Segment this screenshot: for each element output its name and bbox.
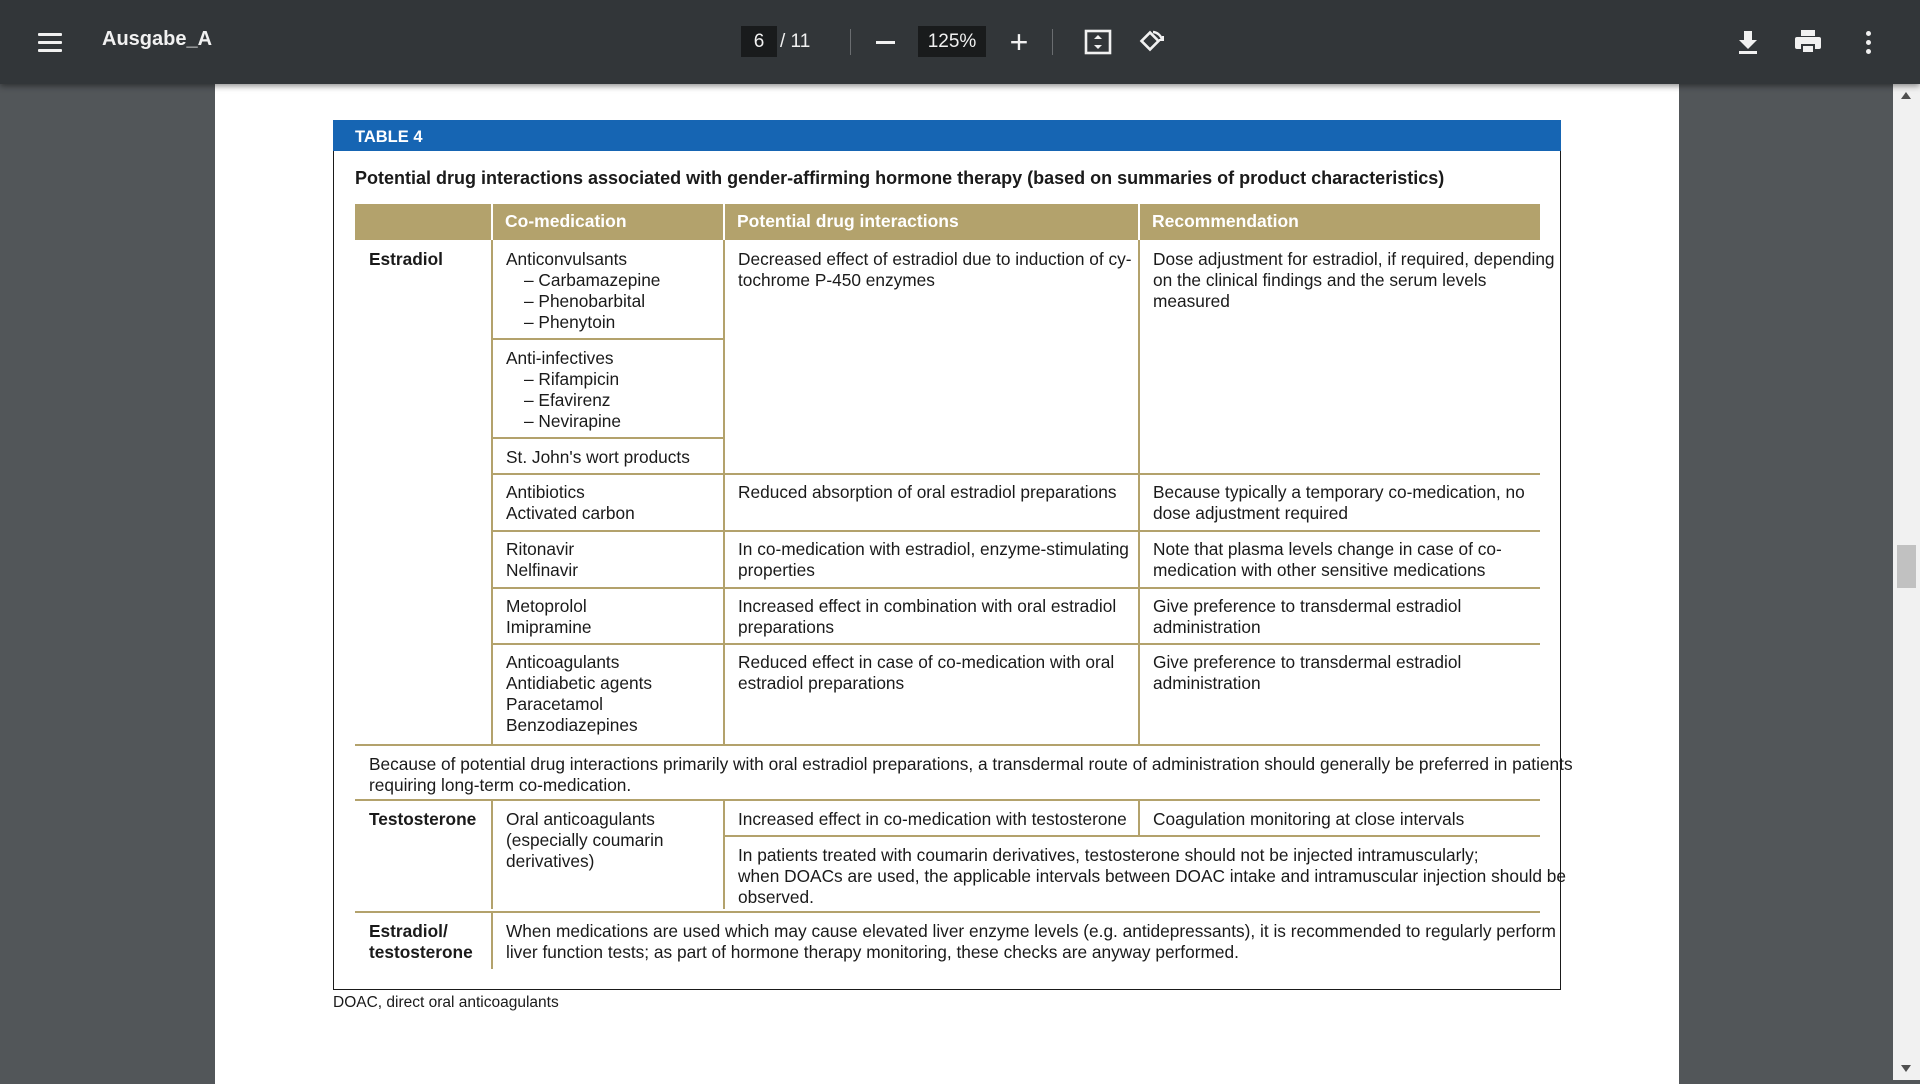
interaction-cell: Reduced absorption of oral estradiol preparations [738,482,1117,502]
recommendation-cell: Coagulation monitoring at close intervals [1153,809,1465,829]
cell-line: administration [1153,673,1261,693]
menu-icon[interactable] [30,22,70,62]
grid-line [355,799,1540,801]
scrollbar-thumb[interactable] [1897,545,1916,588]
row-label-estradiol-testosterone [369,921,473,963]
cell-line: Antidiabetic agents [506,673,653,693]
zoom-in-icon[interactable]: + [1009,24,1029,60]
grid-line [1138,799,1140,835]
toolbar-divider [850,29,851,55]
cell-line: When medications are used which may cause elevated liver enzyme levels (e.g. antidepressants), it is recommended to regularly perform [506,921,1556,941]
print-icon[interactable] [1788,22,1828,62]
grid-line [491,911,493,969]
comed-line: Anticonvulsants [506,249,628,269]
interaction-cell [738,652,1114,694]
cell-line: when DOACs are used, the applicable intervals between DOAC intake and intramuscular injection should be [738,866,1567,886]
cell-line: Benzodiazepines [506,715,638,735]
table-caption: Potential drug interactions associated with gender-affirming hormone therapy (based on summaries of product characteristics) [355,168,1445,188]
cell-line: Dose adjustment for estradiol, if required, depending [1153,249,1555,269]
interaction-cell [738,249,1132,291]
comed-anti-infectives [506,348,621,432]
comed-ritonavir [506,539,578,581]
cell-line: Note that plasma levels change in case of co- [1153,539,1502,559]
document-title: Ausgabe_A [102,28,213,50]
comed-antibiotics [506,482,635,524]
comed-metoprolol [506,596,591,638]
cell-line: In co-medication with estradiol, enzyme-stimulating [738,539,1129,559]
recommendation-cell [1153,539,1502,581]
cell-line: dose adjustment required [1153,503,1349,523]
scroll-up-arrow-icon[interactable] [1901,92,1911,99]
page-total: / 11 [780,30,811,52]
cell-line: Reduced effect in case of co-medication with oral [738,652,1115,672]
interaction-cell [738,596,1116,638]
grid-line [493,473,1540,475]
cell-line: In patients treated with coumarin derivatives, testosterone should not be injected intramuscularly; [738,845,1479,865]
table-footnote: DOAC, direct oral anticoagulants [333,994,559,1011]
cell-line: requiring long-term co-medication. [369,775,632,795]
recommendation-cell [1153,596,1461,638]
fit-page-icon[interactable] [1078,22,1118,62]
comed-line: – Nevirapine [524,411,622,431]
grid-line [493,643,1540,645]
cell-line: properties [738,560,815,580]
cell-line: liver function tests; as part of hormone therapy monitoring, these checks are anyway performed. [506,942,1239,962]
comed-line: Anti-infectives [506,348,614,368]
combined-note [506,921,1556,963]
vertical-scrollbar[interactable] [1893,84,1920,1080]
estradiol-note [369,754,1573,796]
cell-line: Increased effect in combination with oral estradiol [738,596,1117,616]
cell-line: Decreased effect of estradiol due to induction of cy- [738,249,1132,269]
grid-line [491,799,493,909]
more-vert-icon[interactable] [1848,22,1888,62]
cell-line: Because of potential drug interactions primarily with oral estradiol preparations, a transdermal route of administration should generally be preferred in patients [369,754,1573,774]
cell-line: measured [1153,291,1230,311]
cell-line: on the clinical findings and the serum levels [1153,270,1487,290]
cell-line: Estradiol/ [369,921,448,941]
cell-line: Anticoagulants [506,652,620,672]
table-4 [333,120,1573,990]
comed-line: – Rifampicin [524,369,620,389]
table-label: TABLE 4 [333,120,1561,151]
grid-line [1138,240,1140,744]
cell-line: estradiol preparations [738,673,905,693]
pdf-page [215,84,1679,1084]
cell-line: Paracetamol [506,694,604,714]
cell-line: preparations [738,617,835,637]
rotate-icon[interactable] [1131,22,1171,62]
grid-line [491,240,493,744]
comed-line: – Carbamazepine [524,270,661,290]
download-icon[interactable] [1728,22,1768,62]
recommendation-cell [1153,482,1525,524]
cell-line: Imipramine [506,617,592,637]
header-interactions: Potential drug interactions [725,204,1138,240]
cell-line: Ritonavir [506,539,575,559]
grid-line [355,911,1540,913]
cell-line: (especially coumarin [506,830,664,850]
testosterone-note [738,845,1566,908]
cell-line: Oral anticoagulants [506,809,655,829]
cell-line: medication with other sensitive medications [1153,560,1486,580]
comed-anticoagulants [506,652,652,736]
grid-line [493,437,725,439]
cell-line: observed. [738,887,814,907]
header-recommendation: Recommendation [1140,204,1540,240]
scroll-down-arrow-icon[interactable] [1901,1065,1911,1072]
comed-line: – Efavirenz [524,390,611,410]
header-blank [355,204,491,240]
cell-line: Because typically a temporary co-medication, no [1153,482,1525,502]
grid-line [355,744,1540,746]
comed-st-johns-wort: St. John's wort products [506,447,690,467]
interaction-cell: Increased effect in co-medication with testosterone [738,809,1127,829]
recommendation-cell [1153,249,1555,312]
cell-line: Nelfinavir [506,560,579,580]
comed-anticonvulsants [506,249,660,333]
cell-line: administration [1153,617,1261,637]
toolbar-divider [1052,29,1053,55]
page-number-input[interactable]: 6 [741,26,777,57]
grid-line [493,338,725,340]
comed-oral-anticoagulants [506,809,664,872]
comed-line: – Phenobarbital [524,291,646,311]
recommendation-cell [1153,652,1461,694]
row-label-testosterone: Testosterone [369,809,477,829]
cell-line: testosterone [369,942,473,962]
grid-line [723,799,725,909]
grid-line [723,240,725,744]
cell-line: Antibiotics [506,482,585,502]
zoom-level-input[interactable]: 125% [918,26,986,57]
zoom-out-icon[interactable] [865,22,905,62]
grid-line [725,835,1540,837]
grid-line [493,587,1540,589]
cell-line: Give preference to transdermal estradiol [1153,652,1462,672]
row-label-estradiol: Estradiol [369,249,443,269]
cell-line: Activated carbon [506,503,635,523]
grid-line [493,530,1540,532]
header-comedication: Co-medication [493,204,723,240]
comed-line: – Phenytoin [524,312,616,332]
cell-line: Give preference to transdermal estradiol [1153,596,1462,616]
cell-line: tochrome P-450 enzymes [738,270,935,290]
cell-line: Metoprolol [506,596,587,616]
cell-line: derivatives) [506,851,595,871]
interaction-cell [738,539,1129,581]
pdf-toolbar [0,0,1920,84]
